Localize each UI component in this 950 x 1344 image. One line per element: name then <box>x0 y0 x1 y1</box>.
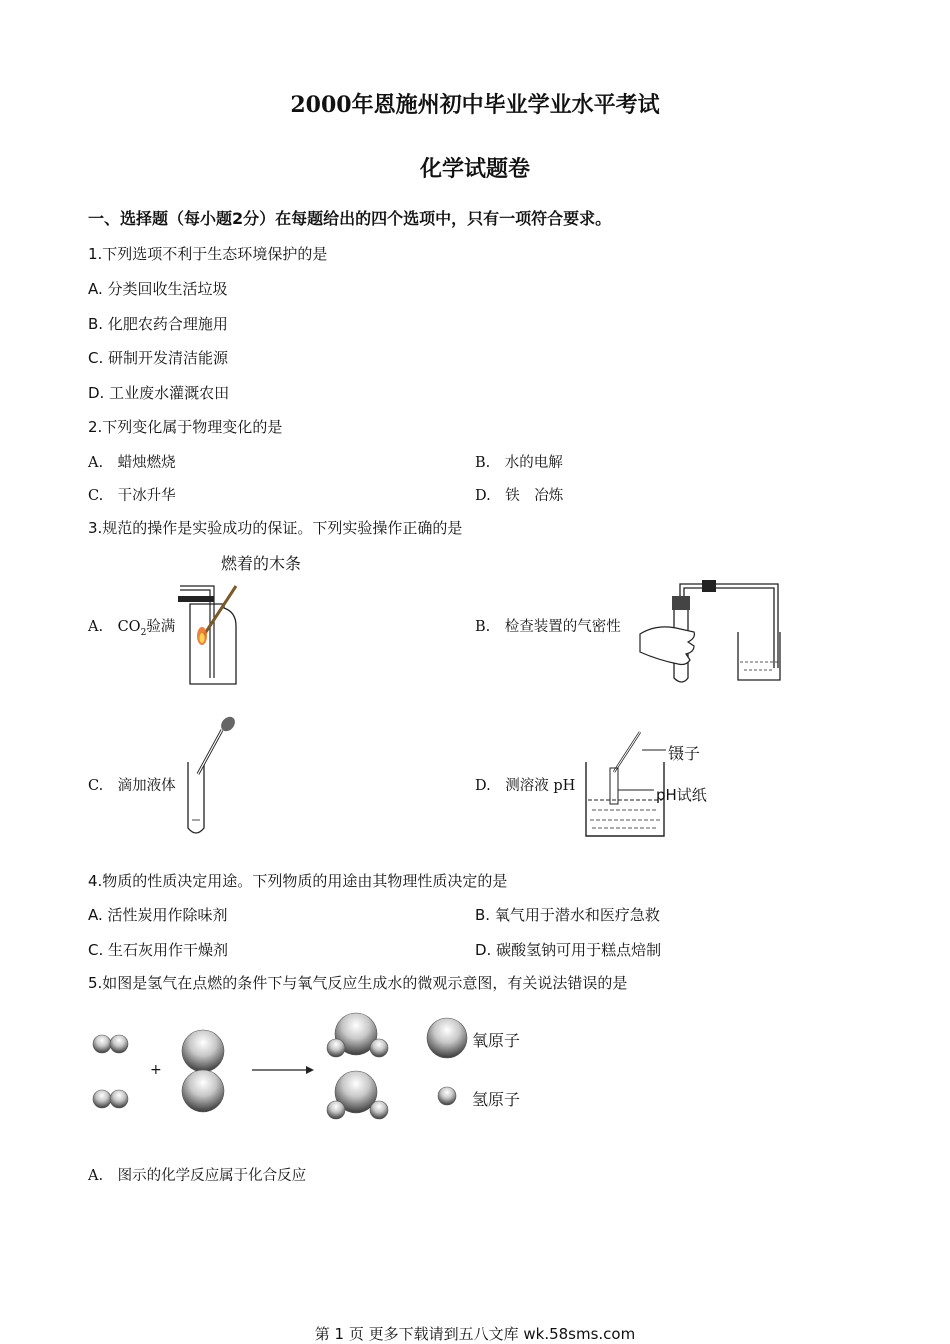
legend-hydrogen-atom: 氢原子 <box>472 1090 521 1109</box>
airtightness-illustration <box>636 576 786 688</box>
question-3-stem: 3.规范的操作是实验成功的保证。下列实验操作正确的是 <box>88 519 463 537</box>
question-2-option-c: C. 干冰升华 <box>88 488 176 504</box>
question-5-stem: 5.如图是氢气在点燃的条件下与氧气反应生成水的微观示意图，有关说法错误的是 <box>88 974 628 992</box>
question-3-option-c: C. 滴加液体 <box>88 778 176 794</box>
section-heading: 一、选择题（每小题2分）在每题给出的四个选项中，只有一项符合要求。 <box>88 209 612 228</box>
page-subtitle: 化学试题卷 <box>419 156 530 182</box>
question-1-stem: 1.下列选项不利于生态环境保护的是 <box>88 245 328 263</box>
reaction-plus-sign: + <box>150 1062 162 1078</box>
gas-bottle-illustration <box>178 578 248 690</box>
question-4-stem: 4.物质的性质决定用途。下列物质的用途由其物理性质决定的是 <box>88 872 508 890</box>
dropper-illustration <box>182 716 242 840</box>
figure-d-label-tweezers: 镊子 <box>668 744 701 763</box>
page-footer: 第 1 页 更多下载请到五八文库 wk.58sms.com <box>314 1325 636 1343</box>
question-2-option-a: A. 蜡烛燃烧 <box>88 455 176 471</box>
legend-oxygen-atom: 氧原子 <box>472 1031 521 1050</box>
question-1-option-b: B. 化肥农药合理施用 <box>88 315 228 333</box>
question-1-option-c: C. 研制开发清洁能源 <box>88 349 229 367</box>
question-1-option-d: D. 工业废水灌溉农田 <box>88 384 230 402</box>
question-4-option-b: B. 氧气用于潜水和医疗急救 <box>475 906 660 924</box>
question-3-option-b: B. 检查装置的气密性 <box>475 619 621 635</box>
question-3-option-d: D. 测溶液 pH <box>475 778 576 794</box>
figure-a-label: 燃着的木条 <box>221 554 302 573</box>
question-4-option-c: C. 生石灰用作干燥剂 <box>88 941 229 959</box>
question-2-stem: 2.下列变化属于物理变化的是 <box>88 418 283 436</box>
question-5-option-a: A. 图示的化学反应属于化合反应 <box>88 1168 307 1184</box>
question-4-option-d: D. 碳酸氢钠可用于糕点焙制 <box>475 941 662 959</box>
question-4-option-a: A. 活性炭用作除味剂 <box>88 906 228 924</box>
page-title: 2000年恩施州初中毕业学业水平考试 <box>290 92 660 118</box>
question-3-option-a: A. $CO_2$验满 <box>88 619 176 638</box>
question-2-option-d: D. 铁 冶炼 <box>475 488 564 504</box>
question-1-option-a: A. 分类回收生活垃圾 <box>88 280 228 298</box>
figure-d-label-ph-paper: pH试纸 <box>656 786 707 804</box>
question-2-option-b: B. 水的电解 <box>475 455 563 471</box>
